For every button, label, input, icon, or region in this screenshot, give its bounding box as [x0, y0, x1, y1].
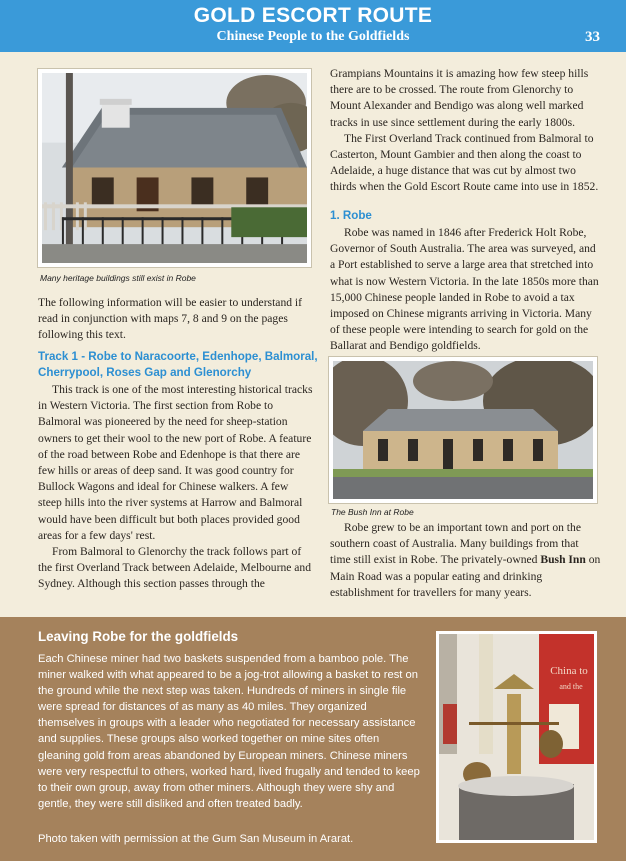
museum-image [439, 634, 594, 840]
bush-inn-image [333, 361, 593, 499]
photo-credit: Photo taken with permission at the Gum San Museum in Ararat. [38, 833, 354, 845]
museum-photo [436, 631, 597, 843]
goldfields-sidebar-box [0, 617, 626, 861]
intro-paragraph [38, 295, 314, 344]
track-1-paragraph: This track is one of the most interesting historical tracks in Western Victoria. The first section from Robe to Balmoral was pioneered by the need for sheep-station owners to get their wool to the new port of Robe. A feature of the road between Robe and Edenhope is that there are few hills or areas of deep sand. It was good country for Bullock Wagons and ideal for Chinese walkers. A few steep hills into the river systems at Harrow and Balmoral would have been difficult but both places provided good areas for a few days' rest. [38, 383, 313, 542]
robe-growth-body [330, 520, 602, 601]
robe-growth-paragraph [330, 520, 602, 601]
robe-growth-text-b: on Main Road was a popular eating and drinking establishment for travellers for many years. [330, 553, 601, 599]
page-number: 33 [585, 29, 600, 45]
left-body [38, 382, 314, 593]
right-body-top [330, 66, 602, 196]
heritage-building-photo [37, 68, 312, 268]
intro-text: The following information will be easier to understand if read in conjunction with maps 7, 8 and 9 on the pages following this text. [38, 296, 303, 342]
overland-track-paragraph: The First Overland Track continued from Balmoral to Casterton, Mount Gambier and then along the coast to Adelaide, a huge distance that was cut by almost two thirds when the Gold Escort Route came into use in 1852. [330, 131, 599, 194]
page-header [0, 0, 626, 52]
robe-heading: 1. Robe [330, 209, 372, 222]
grampians-paragraph: Grampians Mountains it is amazing how few steep hills there are to be crossed. The route from Glenorchy to Mount Alexander and Bendigo was along well marked tracks in use since settlement during the early 1800s. [330, 67, 589, 129]
robe-paragraph: Robe was named in 1846 after Frederick Holt Robe, Governor of South Australia. The area was surveyed, and a Port established to serve a large area that stretched into what is now Western Victoria. In the late 1850s more than 15,000 Chinese people landed in Robe to avoid a tax imposed on Chinese migrants arriving in Victoria. Many of these people were intending to search for gold on the Ballarat and Bendigo goldfields. [330, 226, 599, 353]
bush-inn-name: Bush Inn [540, 553, 586, 567]
robe-body [330, 225, 602, 355]
balmoral-paragraph: From Balmoral to Glenorchy the track follows part of the first Overland Track between Adelaide, Melbourne and Sydney. Although this section passes through the [38, 545, 312, 591]
sidebar-title: Leaving Robe for the goldfields [38, 629, 239, 644]
museum-sign-text-2: and the [559, 682, 583, 691]
track-1-heading: Track 1 - Robe to Naracoorte, Edenhope, Balmoral, Cherrypool, Roses Gap and Glenorchy [38, 350, 318, 379]
sidebar-text: Each Chinese miner had two baskets suspended from a bamboo pole. The miner walked with what appeared to be a jog-trot allowing a basket to rest on the ground while the next step was taken. Hundreds of miners in single file were spread for distances of as many as 40 miles. They organized themselves in groups with a leader who negotiated for necessary assistance and supplies. These groups also worked together on mine sites often gleaning gold from areas abandoned by European miners. Chinese miners were very respectful to others, worked hard, lived frugally and tended to keep to their own group, away from other miners. Although they were shy and gentle, they were still disliked and often treated badly. [38, 653, 420, 810]
bush-inn-caption: The Bush Inn at Robe [331, 507, 414, 517]
page-subtitle: Chinese People to the Goldfields [216, 29, 410, 44]
robe-growth-text-a: Robe grew to be an important town and port on the southern coast of Australia. Many buildings from that time still exist in Robe. The privately-owned [330, 521, 581, 567]
museum-sign-text-1: China to [550, 665, 588, 677]
heritage-building-image [42, 73, 307, 263]
page-title: GOLD ESCORT ROUTE [193, 4, 433, 27]
heritage-building-caption: Many heritage buildings still exist in Robe [40, 273, 196, 283]
bush-inn-photo [328, 356, 598, 504]
